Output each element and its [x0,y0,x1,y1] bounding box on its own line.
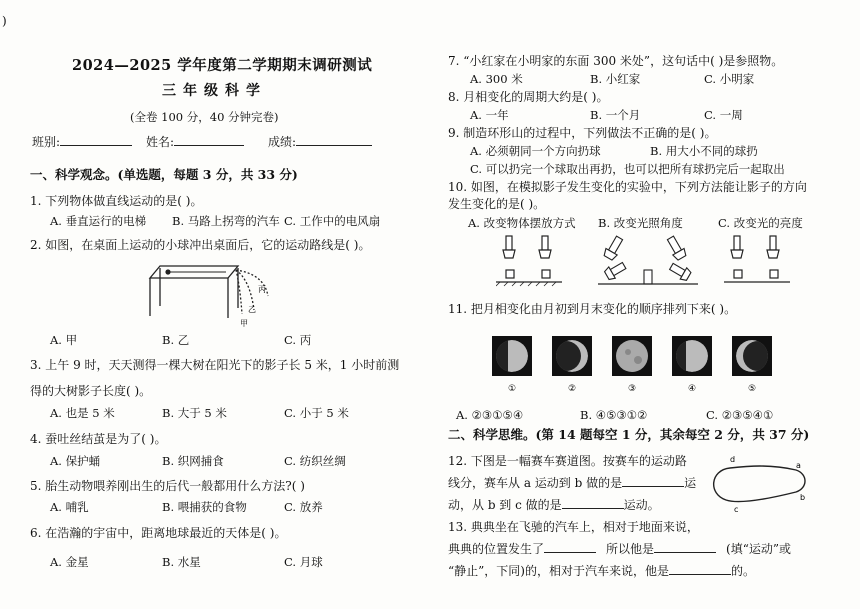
q7-stem: 7. “小红家在小明家的东面 300 米处”，这句话中( )是参照物。 [448,54,784,68]
fig-b-angles [598,232,698,290]
q4-stem: 4. 蚕吐丝结茧是为了( )。 [30,432,167,446]
q1-stem: 1. 下列物体做直线运动的是( )。 [30,194,203,208]
section2-heading: 二、科学思维。(第 14 题每空 1 分，其余每空 2 分，共 37 分) [448,427,810,442]
class-blank[interactable] [60,135,132,146]
exam-title: 2024—2025 学年度第二学期期末调研测试 [72,57,373,74]
q13-line3-a: “静止”，下同)的，相对于汽车来说，他是 [448,564,669,578]
name-blank[interactable] [174,135,244,146]
q6-stem: 6. 在浩瀚的宇宙中，距离地球最近的天体是( )。 [30,526,287,540]
q12-blank-1[interactable] [622,476,684,487]
q4-option-b[interactable]: B. 织网捕食 [162,454,224,468]
q13-line2 [448,542,791,556]
q8-option-a[interactable]: A. 一年 [470,108,509,122]
q9-option-b[interactable]: B. 用大小不同的球扔 [650,144,758,158]
q5-option-b[interactable]: B. 喂捕获的食物 [162,500,247,514]
q2-option-a[interactable]: A. 甲 [50,333,78,347]
score-field[interactable] [268,135,372,149]
q10-stem-line1: 10. 如图，在模拟影子发生变化的实验中，下列方法能让影子的方向 [448,180,807,194]
q10-option-c[interactable]: C. 改变光的亮度 [718,216,803,230]
q4-option-c[interactable]: C. 纺织丝绸 [284,454,346,468]
track-label-b: b [800,493,806,502]
q2-option-c[interactable]: C. 丙 [284,333,312,347]
q12-blank-2[interactable] [562,498,624,509]
fig-c-brightness [724,234,794,288]
class-field[interactable] [32,135,132,149]
q12-line3-text: 动，从 b 到 c 做的是 [448,498,562,512]
q3-stem-line2: 得的大树影子长度( )。 [30,384,152,398]
label-jia: 甲 [240,319,248,328]
q5-option-a[interactable]: A. 哺乳 [50,500,89,514]
class-label: 班别: [32,135,61,149]
exam-note: (全卷 100 分，40 分钟完卷) [130,110,279,124]
q13-blank-1[interactable] [544,542,596,553]
q13-blank-3[interactable] [669,564,731,575]
q5-option-c[interactable]: C. 放养 [284,500,323,514]
moon-label-4: ④ [688,384,697,394]
q10-option-a[interactable]: A. 改变物体摆放方式 [468,216,576,230]
q1-option-c[interactable]: C. 工作中的电风扇 [284,214,381,228]
q8-option-c[interactable]: C. 一周 [704,108,743,122]
label-bing: 丙 [258,285,266,294]
track-label-a: a [796,461,801,470]
q12-line2 [448,476,696,490]
q2-option-b[interactable]: B. 乙 [162,333,190,347]
q8-option-b[interactable]: B. 一个月 [590,108,641,122]
q12-line2-text: 线分，赛车从 a 运动到 b 做的是 [448,476,623,490]
q11-option-b[interactable]: B. ④⑤③①② [580,408,648,422]
q3-option-a[interactable]: A. 也是 5 米 [50,406,115,420]
q7-option-b[interactable]: B. 小红家 [590,72,641,86]
moon-label-1: ① [508,384,517,394]
q13-line1: 13. 典典坐在飞驰的汽车上，相对于地面来说， [448,520,699,534]
q12-line3-tail: 运动。 [623,498,660,512]
ball-icon [165,269,170,274]
fig-a-flashlights [496,234,566,288]
q13-line3-b: 的。 [730,564,755,578]
q9-option-a[interactable]: A. 必须朝同一个方向扔球 [470,144,601,158]
q10-stem-line2: 发生变化的是( )。 [448,197,546,211]
q6-option-c[interactable]: C. 月球 [284,555,323,569]
subject-title: 三年级科学 [162,83,267,99]
section1-heading: 一、科学观念。(单选题，每题 3 分，共 33 分) [30,167,298,182]
q8-stem: 8. 月相变化的周期大约是( )。 [448,90,609,104]
corner-mark: ) [2,14,7,28]
q9-option-c[interactable]: C. 可以扔完一个球取出再扔，也可以把所有球扔完后一起取出 [470,162,785,176]
q7-option-a[interactable]: A. 300 米 [470,72,523,86]
name-field[interactable] [146,135,244,149]
q3-option-b[interactable]: B. 大于 5 米 [162,406,227,420]
moon-phases-figure [490,334,780,394]
q6-option-a[interactable]: A. 金星 [50,555,89,569]
label-yi: 乙 [248,305,256,314]
moon-label-5: ⑤ [748,384,757,394]
track-label-d: d [730,455,736,464]
q13-line3 [448,564,755,578]
q13-blank-2[interactable] [654,542,716,553]
q13-line2-b: 所以他是 [606,542,655,556]
moon-label-2: ② [568,384,577,394]
q11-stem: 11. 把月相变化由月初到月末变化的顺序排列下来( )。 [448,302,737,316]
q6-option-b[interactable]: B. 水星 [162,555,201,569]
q5-stem: 5. 胎生动物喂养刚出生的后代一般都用什么方法?( ) [30,479,305,493]
q3-option-c[interactable]: C. 小于 5 米 [284,406,349,420]
q9-stem: 9. 制造环形山的过程中，下列做法不正确的是( )。 [448,126,717,140]
q12-line3 [448,498,660,512]
score-label: 成绩: [268,135,297,149]
race-track-figure [704,452,814,514]
q12-line2-tail: 运 [684,476,697,490]
score-blank[interactable] [296,135,372,146]
q10-option-b[interactable]: B. 改变光照角度 [598,216,683,230]
q2-stem: 2. 如图，在桌面上运动的小球冲出桌面后，它的运动路线是( )。 [30,238,371,252]
q11-option-c[interactable]: C. ②③⑤④① [706,408,774,422]
track-label-c: c [734,505,739,514]
name-label: 姓名: [146,135,175,149]
moon-label-3: ③ [628,384,637,394]
table-ball-figure [140,256,270,328]
q11-option-a[interactable]: A. ②③①⑤④ [456,408,524,422]
q7-option-c[interactable]: C. 小明家 [704,72,755,86]
q1-option-a[interactable]: A. 垂直运行的电梯 [50,214,147,228]
q13-line2-c: (填“运动”或 [726,542,791,556]
q12-line1: 12. 下图是一幅赛车赛道图。按赛车的运动路 [448,454,687,468]
q13-line2-a: 典典的位置发生了 [448,542,545,556]
q1-option-b[interactable]: B. 马路上拐弯的汽车 [172,214,280,228]
q4-option-a[interactable]: A. 保护蛹 [50,454,101,468]
q3-stem-line1: 3. 上午 9 时，天天测得一棵大树在阳光下的影子长 5 米，1 小时前测 [30,358,400,372]
